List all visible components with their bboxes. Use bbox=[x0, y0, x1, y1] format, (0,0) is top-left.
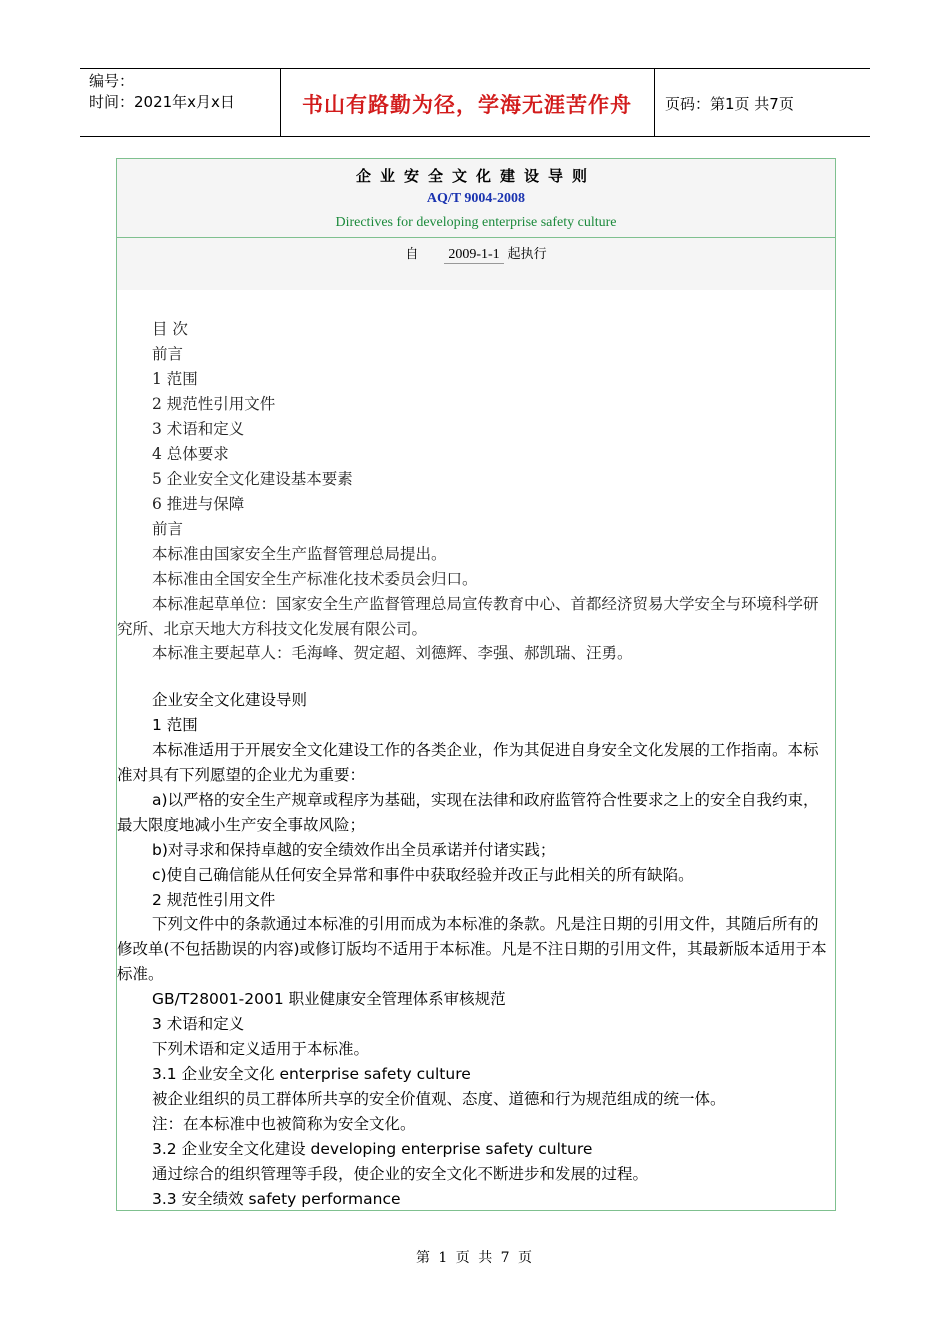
document-frame bbox=[116, 158, 836, 1211]
term-note: 注：在本标准中也被简称为安全文化。 bbox=[152, 1115, 416, 1133]
page-footer: 第 1 页 共 7 页 bbox=[415, 1250, 535, 1266]
term-heading: 3.3 安全绩效 safety performance bbox=[152, 1190, 401, 1208]
exec-date: 2009-1-1 bbox=[444, 247, 503, 264]
toc-item: 4 总体要求 bbox=[152, 445, 229, 463]
english-title: Directives for developing enterprise safety culture bbox=[335, 215, 617, 230]
preface-paragraph: 本标准由国家安全生产监督管理总局提出。 bbox=[152, 545, 447, 563]
term-definition: 通过综合的组织管理等手段，使企业的安全文化不断进步和发展的过程。 bbox=[152, 1165, 649, 1183]
list-item: a)以严格的安全生产规章或程序为基础，实现在法律和政府监管符合性要求之上的安全自我约束，最大限度地减小生产安全事故风险； bbox=[117, 791, 819, 834]
toc-heading: 目 次 bbox=[152, 320, 188, 338]
body-paragraph: 本标准适用于开展安全文化建设工作的各类企业，作为其促进自身安全文化发展的工作指南。本标准对具有下列愿望的企业尤为重要： bbox=[117, 741, 819, 784]
section-heading: 1 范围 bbox=[152, 716, 198, 734]
toc-item: 2 规范性引用文件 bbox=[152, 395, 276, 413]
toc-item: 5 企业安全文化建设基本要素 bbox=[152, 470, 353, 488]
toc-item: 3 术语和定义 bbox=[152, 420, 245, 438]
document-title: 企业安全文化建设导则 bbox=[355, 167, 596, 185]
body-title: 企业安全文化建设导则 bbox=[152, 691, 308, 709]
term-heading: 3.2 企业安全文化建设 developing enterprise safety culture bbox=[152, 1140, 593, 1158]
body-paragraph: 下列术语和定义适用于本标准。 bbox=[152, 1040, 370, 1058]
reference-item: GB/T28001-2001 职业健康安全管理体系审核规范 bbox=[152, 990, 506, 1008]
effective-date-line bbox=[117, 243, 835, 264]
list-item: b)对寻求和保持卓越的安全绩效作出全员承诺并付诸实践； bbox=[152, 841, 556, 859]
time-label: 时间：2021年x月x日 bbox=[89, 93, 235, 111]
effective-date-block bbox=[117, 238, 835, 290]
preface-paragraph: 本标准起草单位：国家安全生产监督管理总局宣传教育中心、首都经济贸易大学安全与环境科学研究所、北京天地大方科技文化发展有限公司。 bbox=[117, 595, 819, 638]
preface-paragraph: 本标准由全国安全生产标准化技术委员会归口。 bbox=[152, 570, 478, 588]
exec-prefix: 自 bbox=[405, 247, 419, 262]
toc-item: 前言 bbox=[152, 345, 184, 363]
exec-suffix: 起执行 bbox=[507, 247, 547, 262]
header-meta bbox=[89, 71, 235, 113]
standard-code: AQ/T 9004-2008 bbox=[426, 191, 526, 206]
header-page-info: 页码：第1页 共7页 bbox=[665, 95, 794, 113]
header-divider bbox=[654, 69, 655, 136]
section-heading: 2 规范性引用文件 bbox=[152, 891, 276, 909]
section-heading: 3 术语和定义 bbox=[152, 1015, 245, 1033]
list-item: c)使自己确信能从任何安全异常和事件中获取经验并改正与此相关的所有缺陷。 bbox=[152, 866, 694, 884]
header-motto: 书山有路勤为径，学海无涯苦作舟 bbox=[302, 92, 632, 117]
title-block bbox=[117, 159, 835, 238]
toc-item: 6 推进与保障 bbox=[152, 495, 245, 513]
toc-item: 1 范围 bbox=[152, 370, 198, 388]
page-header bbox=[80, 68, 870, 137]
term-heading: 3.1 企业安全文化 enterprise safety culture bbox=[152, 1065, 471, 1083]
preface-heading: 前言 bbox=[152, 520, 184, 538]
body-paragraph: 下列文件中的条款通过本标准的引用而成为本标准的条款。凡是注日期的引用文件，其随后所有的修改单(不包括勘误的内容)或修订版均不适用于本标准。凡是不注日期的引用文件，其最新版本适用于本标准。 bbox=[117, 915, 827, 983]
term-definition: 被企业组织的员工群体所共享的安全价值观、态度、道德和行为规范组成的统一体。 bbox=[152, 1090, 726, 1108]
preface-paragraph: 本标准主要起草人：毛海峰、贺定超、刘德辉、李强、郝凯瑞、汪勇。 bbox=[152, 644, 633, 662]
number-label: 编号： bbox=[89, 72, 135, 90]
